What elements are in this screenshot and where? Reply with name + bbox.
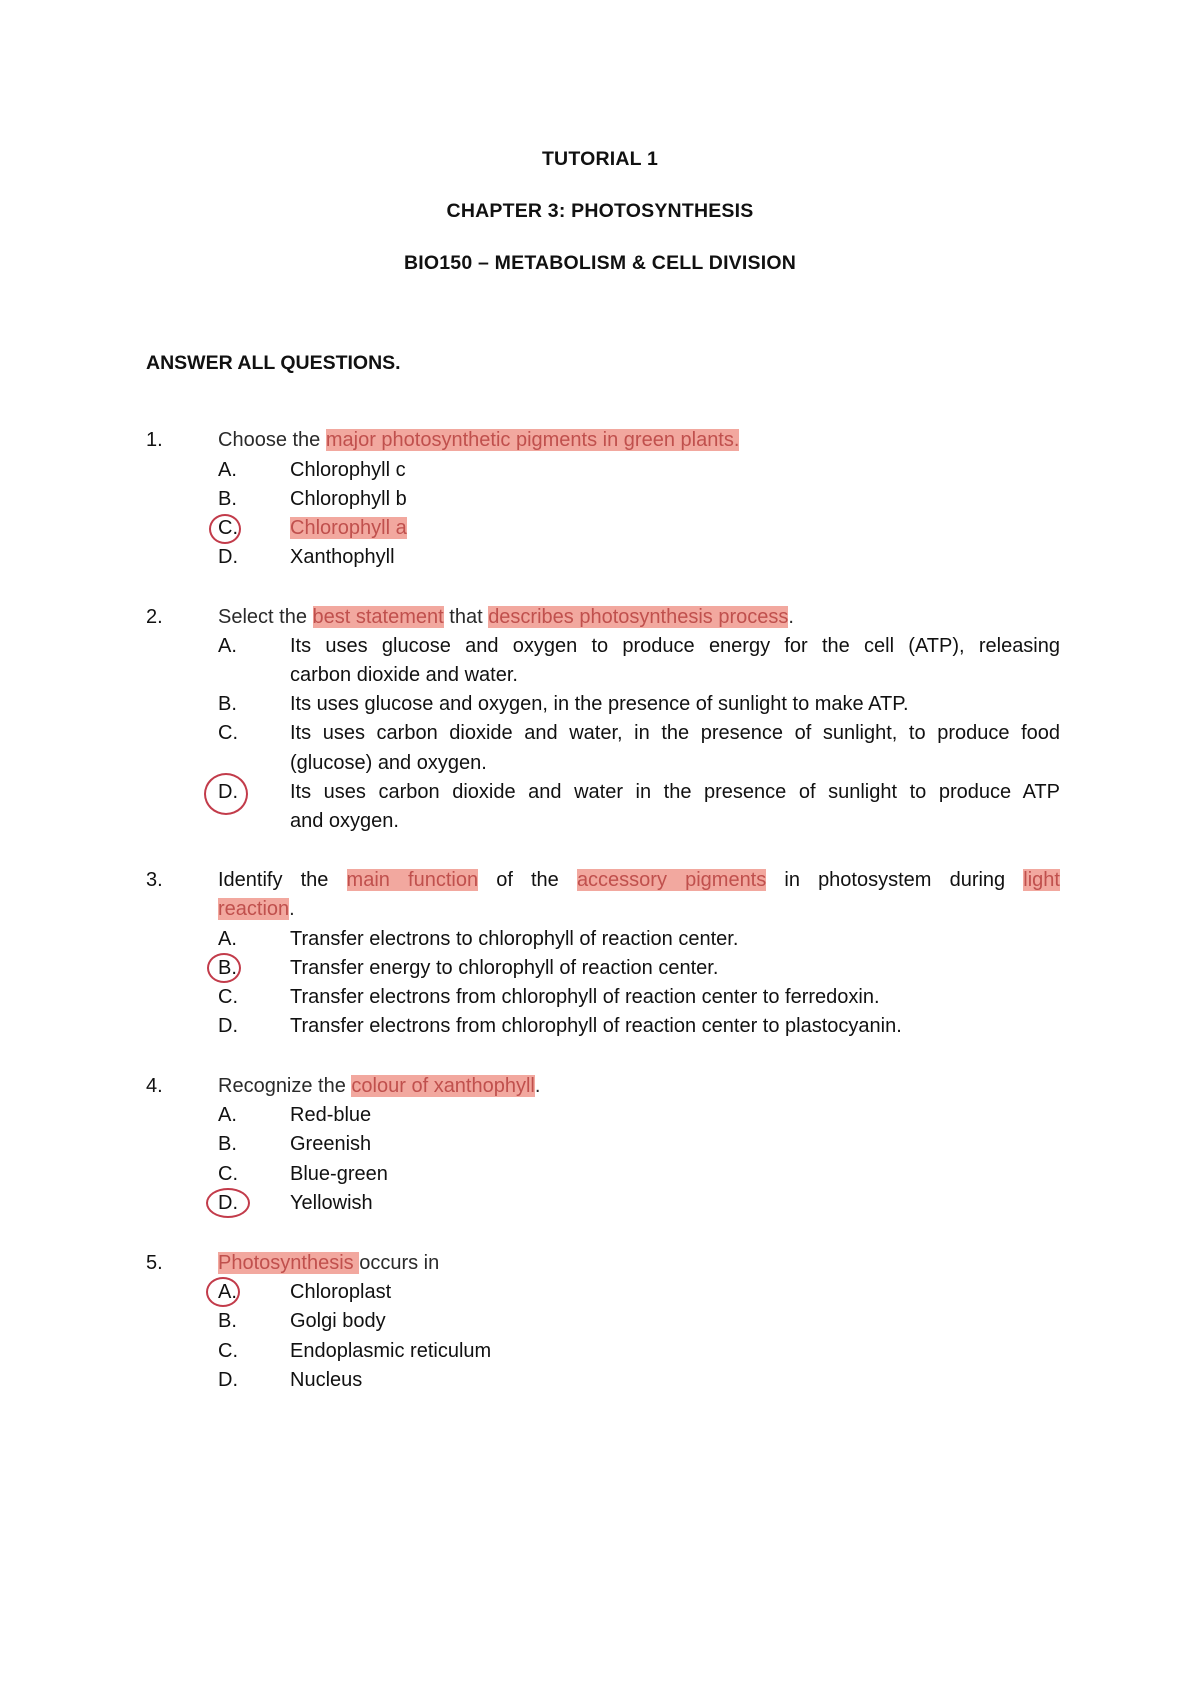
- highlighted-text: main function: [346, 869, 479, 891]
- tutorial-title: TUTORIAL 1: [541, 148, 659, 170]
- option-letter: A.: [218, 459, 237, 481]
- question-text: [218, 429, 739, 451]
- option-letter: D.: [218, 1015, 238, 1037]
- option-letter: B.: [218, 488, 237, 510]
- question-text-part: that: [443, 606, 489, 628]
- option-letter: B.: [218, 1133, 237, 1155]
- option-letter: C.: [218, 722, 238, 744]
- option-text: Greenish: [290, 1133, 372, 1155]
- highlighted-text: colour of xanthophyll: [351, 1075, 535, 1097]
- question-text: [218, 1075, 540, 1097]
- option-text: Transfer electrons from chlorophyll of reaction center to ferredoxin.: [290, 986, 880, 1008]
- option-text: Xanthophyll: [290, 546, 395, 568]
- option-letter: D.: [218, 1369, 238, 1391]
- highlighted-text: light: [1023, 869, 1060, 891]
- option-letter: C.: [218, 986, 238, 1008]
- question-text-part: occurs in: [359, 1252, 440, 1274]
- answer-circle: [206, 1277, 240, 1307]
- option-letter: A.: [218, 635, 237, 657]
- question-number: 3.: [146, 869, 163, 891]
- question-text-part: .: [534, 1075, 541, 1097]
- highlighted-text: accessory pigments: [576, 869, 767, 891]
- question-text-part: in photosystem during: [766, 869, 1024, 891]
- question-text-line: [218, 898, 295, 920]
- question-text: [218, 606, 794, 628]
- option-text-line: and oxygen.: [290, 810, 399, 832]
- highlighted-text: reaction: [218, 898, 290, 920]
- option-text: [290, 517, 407, 539]
- option-letter: C.: [218, 1340, 238, 1362]
- question-text-part: Identify the: [218, 869, 347, 891]
- option-text: Endoplasmic reticulum: [290, 1340, 492, 1362]
- option-text: Transfer electrons to chlorophyll of reaction center.: [290, 928, 739, 950]
- option-letter: D.: [218, 1192, 238, 1214]
- option-letter: B.: [218, 693, 237, 715]
- highlighted-text: describes photosynthesis process: [488, 606, 789, 628]
- question-number: 1.: [146, 429, 163, 451]
- option-letter: C.: [218, 1163, 238, 1185]
- option-text: Blue-green: [290, 1163, 388, 1185]
- option-letter: A.: [218, 1104, 237, 1126]
- question-text-part: Select the: [218, 606, 313, 628]
- option-text: Transfer electrons from chlorophyll of reaction center to plastocyanin.: [290, 1015, 902, 1037]
- option-text: Golgi body: [290, 1310, 386, 1332]
- course-title: BIO150 – METABOLISM & CELL DIVISION: [403, 252, 796, 274]
- option-letter: D.: [218, 781, 238, 803]
- option-letter: A.: [218, 928, 237, 950]
- option-text: Yellowish: [290, 1192, 373, 1214]
- answer-circle: [209, 514, 241, 544]
- option-text-line: (glucose) and oxygen.: [290, 752, 487, 774]
- question-text-part: .: [788, 606, 794, 628]
- question-text-part: Recognize the: [218, 1075, 352, 1097]
- option-text-line: Its uses carbon dioxide and water, in the presence of sunlight, to produce food: [290, 722, 1060, 744]
- option-text: Chloroplast: [290, 1281, 392, 1303]
- instruction: ANSWER ALL QUESTIONS.: [146, 352, 401, 374]
- option-text: Transfer energy to chlorophyll of reaction center.: [290, 957, 719, 979]
- option-letter: B.: [218, 957, 237, 979]
- option-text: Chlorophyll c: [290, 459, 406, 481]
- question-number: 5.: [146, 1252, 163, 1274]
- highlighted-text: Photosynthesis: [218, 1252, 360, 1274]
- option-text: Its uses glucose and oxygen, in the presence of sunlight to make ATP.: [290, 693, 909, 715]
- answer-circle: [207, 953, 241, 983]
- option-letter: C.: [218, 517, 238, 539]
- option-text: Red-blue: [290, 1104, 372, 1126]
- highlighted-text: best statement: [312, 606, 444, 628]
- question-text-part: of the: [478, 869, 577, 891]
- answer-circle: [206, 1188, 250, 1218]
- answer-circle: [204, 773, 248, 815]
- highlighted-text: Chlorophyll a: [290, 517, 407, 539]
- question-text-part: Choose the: [218, 429, 326, 451]
- question-text-line: [218, 869, 1060, 891]
- option-text: Nucleus: [290, 1369, 363, 1391]
- highlighted-text: major photosynthetic pigments in green plants.: [325, 429, 740, 451]
- option-letter: A.: [218, 1281, 237, 1303]
- chapter-title: CHAPTER 3: PHOTOSYNTHESIS: [446, 200, 754, 222]
- option-letter: D.: [218, 546, 238, 568]
- question-number: 2.: [146, 606, 163, 628]
- question-text-part: .: [289, 898, 295, 920]
- option-text-line: carbon dioxide and water.: [290, 664, 518, 686]
- option-text-line: Its uses carbon dioxide and water in the presence of sunlight to produce ATP: [290, 781, 1060, 803]
- option-text-line: Its uses glucose and oxygen to produce energy for the cell (ATP), releasing: [290, 635, 1060, 657]
- option-letter: B.: [218, 1310, 237, 1332]
- option-text: Chlorophyll b: [290, 488, 407, 510]
- question-number: 4.: [146, 1075, 163, 1097]
- question-text: [218, 1252, 439, 1274]
